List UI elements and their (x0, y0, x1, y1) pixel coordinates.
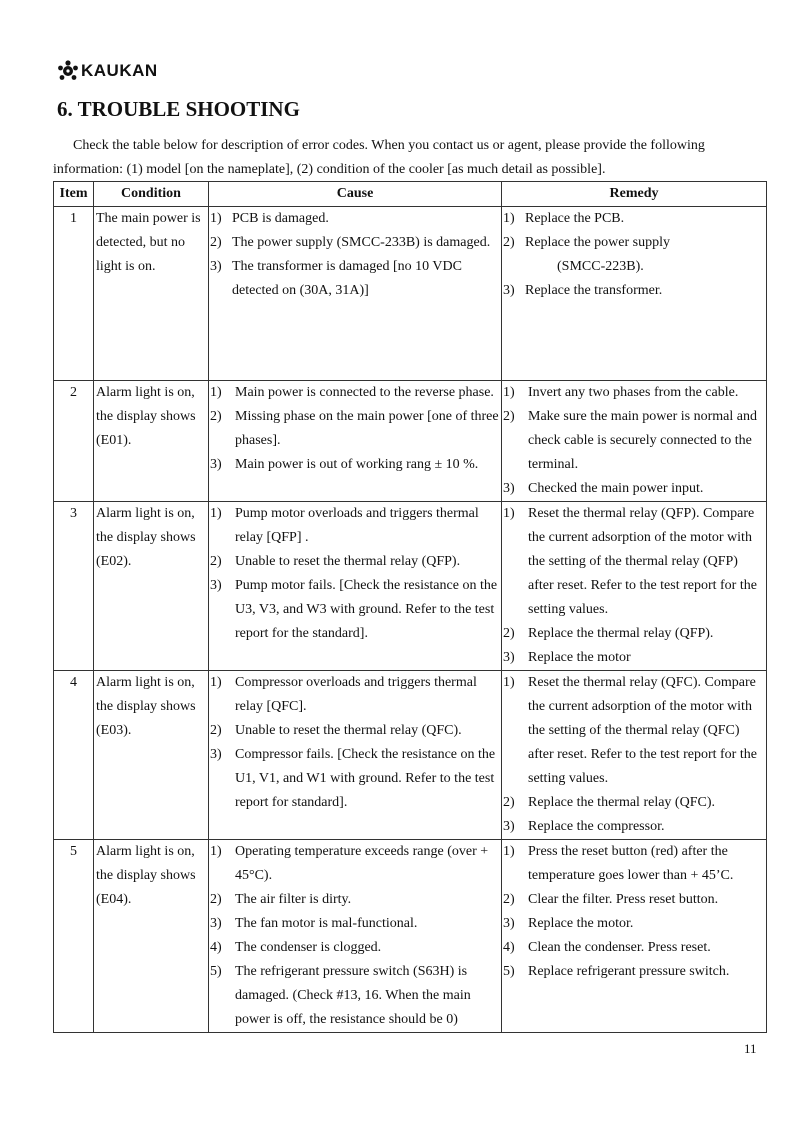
intro-line-1: Check the table below for description of error codes. When you contact us or agent, please provide the following (73, 138, 705, 153)
cause-cell (209, 381, 502, 502)
header-item: Item (54, 182, 94, 207)
cause-item: 4) The condenser is clogged. (210, 940, 382, 955)
remedy-item: 5) Replace refrigerant pressure switch. (503, 964, 730, 979)
condition-cell: Alarm light is on, the display shows (E03). (94, 671, 209, 840)
remedy-item: 1) Invert any two phases from the cable. (503, 385, 739, 400)
cause-item: 1) Pump motor overloads and triggers thermal relay [QFP] . (210, 506, 479, 545)
remedy-item: 2) Replace the power supply (503, 235, 671, 250)
item-number: 4 (54, 671, 94, 840)
section-title: 6. TROUBLE SHOOTING (57, 97, 300, 121)
table-row (54, 840, 767, 1033)
cause-item: 3) Pump motor fails. [Check the resistance on the U3, V3, and W3 with ground. Refer to the test report for the standard]. (210, 578, 498, 641)
page-number: 11 (744, 1041, 757, 1056)
cause-item: 3) Compressor fails. [Check the resistance on the U1, V1, and W1 with ground. Refer to the test report for standard]. (210, 747, 496, 810)
cause-item: 2) Unable to reset the thermal relay (QFP). (210, 554, 461, 569)
remedy-item: 4) Clean the condenser. Press reset. (503, 940, 711, 955)
cause-cell (209, 840, 502, 1033)
cause-cell (209, 207, 502, 381)
item-number: 1 (54, 207, 94, 381)
remedy-item: 3) Replace the motor. (503, 916, 634, 931)
remedy-item: 1) Replace the PCB. (503, 211, 625, 226)
condition-cell: The main power is detected, but no light is on. (94, 207, 209, 381)
trouble-shooting-table (53, 181, 767, 1033)
header-remedy: Remedy (502, 182, 767, 207)
cause-item: 1) Compressor overloads and triggers thermal relay [QFC]. (210, 675, 477, 714)
remedy-item: 2) Make sure the main power is normal and check cable is securely connected to the terminal. (503, 409, 757, 472)
condition-cell: Alarm light is on, the display shows (E01). (94, 381, 209, 502)
remedy-item: 2) Replace the thermal relay (QFP). (503, 626, 714, 641)
remedy-cell (502, 207, 767, 381)
cause-cell (209, 502, 502, 671)
cause-item: 2) The air filter is dirty. (210, 892, 352, 907)
cause-item: 2) The power supply (SMCC-233B) is damaged. (210, 235, 491, 250)
remedy-cell (502, 381, 767, 502)
table-header-row (54, 182, 767, 207)
cause-item: 1) Main power is connected to the reverse phase. (210, 385, 494, 400)
remedy-cell (502, 840, 767, 1033)
header-condition: Condition (94, 182, 209, 207)
condition-cell: Alarm light is on, the display shows (E04). (94, 840, 209, 1033)
remedy-item: 2) Replace the thermal relay (QFC). (503, 795, 715, 810)
table-row (54, 381, 767, 502)
remedy-item: 1) Press the reset button (red) after the temperature goes lower than + 45’C. (503, 844, 734, 883)
table-row (54, 671, 767, 840)
item-number: 5 (54, 840, 94, 1033)
remedy-cell (502, 671, 767, 840)
header-cause: Cause (209, 182, 502, 207)
remedy-item: 1) Reset the thermal relay (QFP). Compare the current adsorption of the motor with the setting of the thermal relay (QFP) after reset. Refer to the test report for the setting values. (503, 506, 757, 617)
remedy-item: 3) Replace the compressor. (503, 819, 665, 834)
brand-logo (57, 60, 158, 82)
cause-item: 1) Operating temperature exceeds range (over + 45°C). (210, 844, 489, 883)
logo-text: KAUKAN (81, 61, 158, 80)
cause-item: 2) Unable to reset the thermal relay (QFC). (210, 723, 462, 738)
remedy-item: 2) Clear the filter. Press reset button. (503, 892, 719, 907)
cause-cell (209, 671, 502, 840)
intro-paragraph (53, 134, 765, 182)
condition-cell: Alarm light is on, the display shows (E02). (94, 502, 209, 671)
remedy-item: 3) Replace the motor (503, 650, 631, 665)
cause-item: 1) PCB is damaged. (210, 211, 329, 226)
cause-item: 3) Main power is out of working rang ± 10 %. (210, 457, 479, 472)
cause-item: 5) The refrigerant pressure switch (S63H) is damaged. (Check #13, 16. When the main power is off, the resistance should be 0) (210, 964, 471, 1027)
remedy-item: 1) Reset the thermal relay (QFC). Compare the current adsorption of the motor with the setting of the thermal relay (QFC) after reset. Refer to the test report for the setting values. (503, 675, 757, 786)
intro-line-2: information: (1) model [on the nameplate], (2) condition of the cooler [as much detail as possible]. (53, 162, 606, 177)
kaukan-emblem-icon (57, 60, 79, 82)
table-row (54, 207, 767, 381)
remedy-item: (SMCC-223B). (557, 259, 644, 274)
cause-item: 2) Missing phase on the main power [one of three phases]. (210, 409, 499, 448)
cause-item: 3) The fan motor is mal-functional. (210, 916, 418, 931)
cause-item: 3) The transformer is damaged [no 10 VDC detected on (30A, 31A)] (210, 259, 462, 298)
item-number: 3 (54, 502, 94, 671)
remedy-item: 3) Replace the transformer. (503, 283, 663, 298)
table-row (54, 502, 767, 671)
remedy-item: 3) Checked the main power input. (503, 481, 704, 496)
remedy-cell (502, 502, 767, 671)
item-number: 2 (54, 381, 94, 502)
